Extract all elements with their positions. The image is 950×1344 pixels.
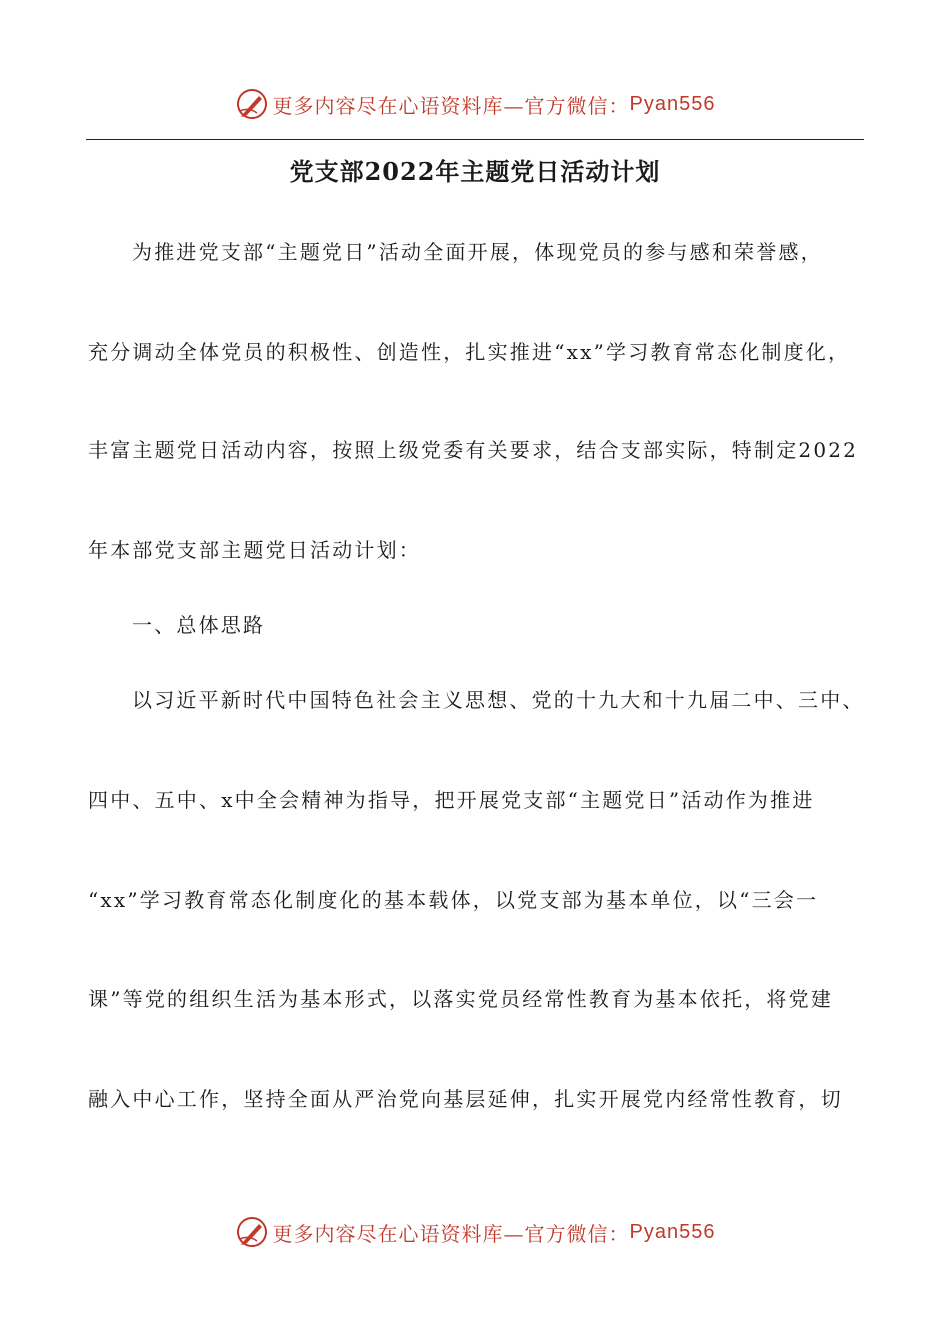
section-heading-1: 一、总体思路 — [132, 613, 266, 637]
watermark-banner-top — [0, 84, 950, 124]
body-line-1: 为推进党支部“主题党日”活动全面开展，体现党员的参与感和荣誉感， — [132, 240, 823, 264]
body-line-9: 融入中心工作，坚持全面从严治党向基层延伸，扎实开展党内经常性教育，切 — [88, 1087, 843, 1111]
body-line-6: 四中、五中、x中全会精神为指导，把开展党支部“主题党日”活动作为推进 — [88, 788, 815, 812]
watermark-banner-bottom — [0, 1212, 950, 1252]
body-line-7: “xx”学习教育常态化制度化的基本载体，以党支部为基本单位，以“三会一 — [88, 888, 819, 912]
pen-circle-logo-icon — [235, 1215, 269, 1249]
body-line-2: 充分调动全体党员的积极性、创造性，扎实推进“xx”学习教育常态化制度化， — [88, 340, 851, 364]
body-line-5: 以习近平新时代中国特色社会主义思想、党的十九大和十九届二中、三中、 — [132, 688, 865, 712]
watermark-wechat-id: Pyan556 — [629, 1220, 716, 1243]
pen-circle-logo-icon — [235, 87, 269, 121]
watermark-text: 更多内容尽在心语资料库—官方微信： — [272, 1221, 630, 1246]
document-title: 党支部2022年主题党日活动计划 — [289, 157, 661, 186]
body-line-4: 年本部党支部主题党日活动计划： — [88, 538, 421, 562]
watermark-wechat-id: Pyan556 — [629, 92, 716, 115]
body-line-8: 课”等党的组织生活为基本形式，以落实党员经常性教育为基本依托，将党建 — [88, 987, 834, 1011]
body-line-3: 丰富主题党日活动内容，按照上级党委有关要求，结合支部实际，特制定2022 — [88, 438, 859, 462]
header-divider — [86, 139, 864, 140]
watermark-text: 更多内容尽在心语资料库—官方微信： — [272, 93, 630, 118]
